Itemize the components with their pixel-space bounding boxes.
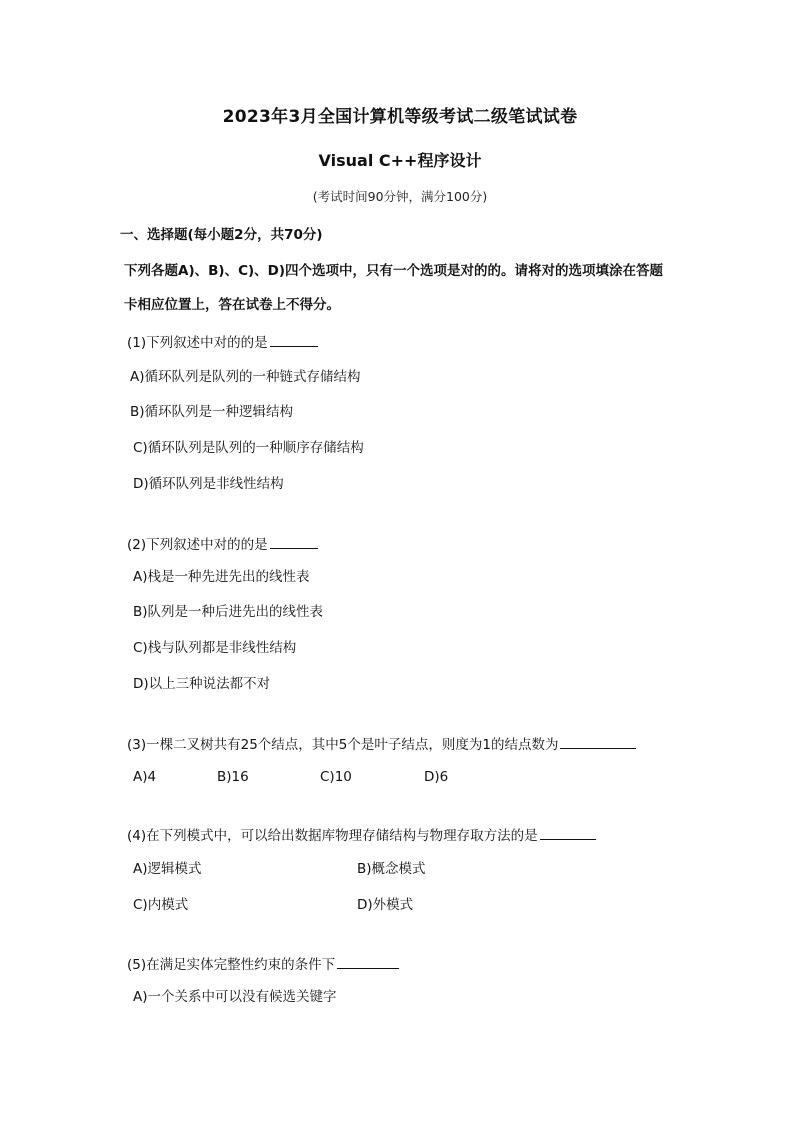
question-3-option-c: C)10 <box>320 769 352 785</box>
section-heading: 一、选择题(每小题2分，共70分) <box>120 227 323 243</box>
question-2-stem <box>127 536 318 553</box>
answer-blank <box>270 334 318 347</box>
question-4-option-c: C)内模式 <box>133 897 189 913</box>
question-1-option-a: A)循环队列是队列的一种链式存储结构 <box>130 369 361 385</box>
question-1-stem <box>127 334 318 351</box>
question-2-option-b: B)队列是一种后进先出的线性表 <box>133 604 324 620</box>
question-3-stem <box>127 736 636 753</box>
question-1-option-b: B)循环队列是一种逻辑结构 <box>130 404 294 420</box>
question-5-stem <box>127 956 399 973</box>
question-2-option-a: A)栈是一种先进先出的线性表 <box>133 569 310 585</box>
answer-blank <box>560 736 636 749</box>
answer-blank <box>540 827 596 840</box>
answer-blank <box>337 956 399 969</box>
question-4-option-d: D)外模式 <box>357 897 414 913</box>
question-4-option-a: A)逻辑模式 <box>133 861 202 877</box>
exam-time-score: (考试时间90分钟，满分100分) <box>312 189 488 204</box>
question-1-option-c: C)循环队列是队列的一种顺序存储结构 <box>133 440 364 456</box>
question-5-option-a: A)一个关系中可以没有候选关键字 <box>133 989 337 1005</box>
instructions-line-2: 卡相应位置上，答在试卷上不得分。 <box>124 297 340 313</box>
question-3-option-d: D)6 <box>424 769 449 785</box>
question-stem-text: (2)下列叙述中对的的是 <box>127 537 268 553</box>
question-stem-text: (1)下列叙述中对的的是 <box>127 335 268 351</box>
question-2-option-d: D)以上三种说法都不对 <box>133 676 271 692</box>
exam-subtitle: Visual C++程序设计 <box>318 151 482 170</box>
question-stem-text: (4)在下列模式中，可以给出数据库物理存储结构与物理存取方法的是 <box>127 828 538 844</box>
exam-title: 2023年3月全国计算机等级考试二级笔试试卷 <box>222 107 578 127</box>
question-4-stem <box>127 827 596 844</box>
question-1-option-d: D)循环队列是非线性结构 <box>133 476 284 492</box>
answer-blank <box>270 536 318 549</box>
question-3-option-b: B)16 <box>217 769 249 785</box>
question-2-option-c: C)栈与队列都是非线性结构 <box>133 640 297 656</box>
question-4-option-b: B)概念模式 <box>357 861 426 877</box>
question-stem-text: (3)一棵二叉树共有25个结点，其中5个是叶子结点，则度为1的结点数为 <box>127 737 559 753</box>
instructions-line-1: 下列各题A)、B)、C)、D)四个选项中，只有一个选项是对的的。请将对的选项填涂在答题 <box>124 263 664 279</box>
question-3-option-a: A)4 <box>133 769 157 785</box>
question-stem-text: (5)在满足实体完整性约束的条件下 <box>127 957 336 973</box>
